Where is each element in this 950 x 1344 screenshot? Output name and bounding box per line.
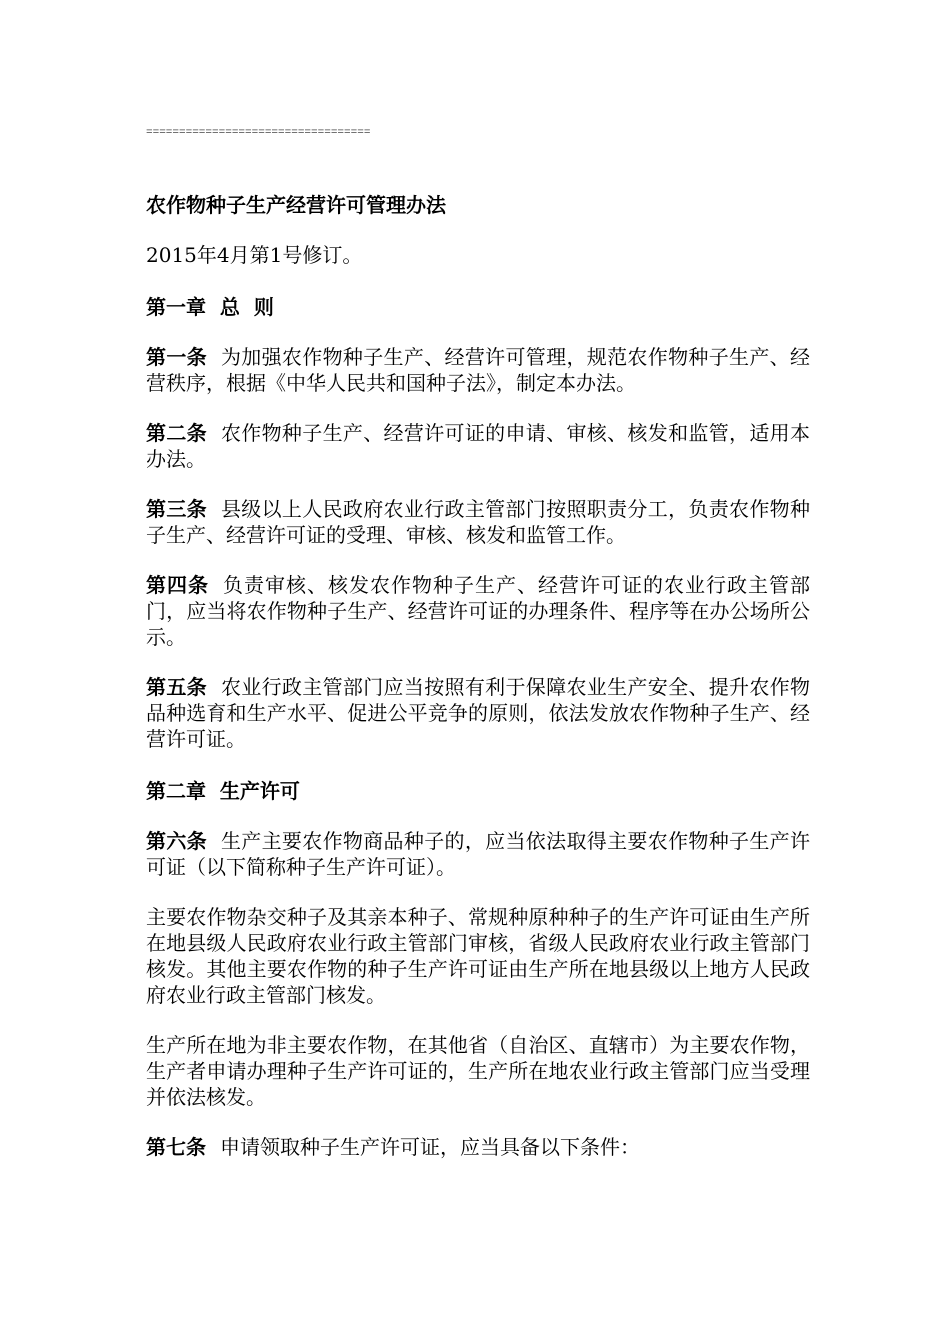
article-text: 负责审核、核发农作物种子生产、经营许可证的农业行政主管部门，应当将农作物种子生产、经营许可证的办理条件、程序等在办公场所公示。 xyxy=(146,573,810,649)
article-number: 第五条 xyxy=(146,675,207,699)
article-number: 第三条 xyxy=(146,497,207,521)
article-text: 申请领取种子生产许可证，应当具备以下条件： xyxy=(220,1135,640,1159)
chapter-heading: 第二章 生产许可 xyxy=(146,779,300,803)
revision-note: 2015年4月第1号修订。 xyxy=(146,243,363,267)
article-number: 第四条 xyxy=(146,573,209,597)
article-3 xyxy=(146,496,810,548)
article-number: 第一条 xyxy=(146,345,207,369)
article-number: 第七条 xyxy=(146,1135,206,1159)
document-title: 农作物种子生产经营许可管理办法 xyxy=(146,193,446,217)
chapter-heading: 第一章 总 则 xyxy=(146,295,274,319)
article-number: 第二条 xyxy=(146,421,207,445)
header-rule: ================================== xyxy=(146,127,371,139)
article-5 xyxy=(146,674,810,752)
article-text: 县级以上人民政府农业行政主管部门按照职责分工，负责农作物种子生产、经营许可证的受理、审核、核发和监管工作。 xyxy=(146,497,811,547)
article-7 xyxy=(146,1134,810,1160)
paragraph-text: 主要农作物杂交种子及其亲本种子、常规种原种种子的生产许可证由生产所在地县级人民政府农业行政主管部门审核，省级人民政府农业行政主管部门核发。其他主要农作物的种子生产许可证由生产所在地县级以上地方人民政府农业行政主管部门核发。 xyxy=(146,905,810,1007)
article-text: 农业行政主管部门应当按照有利于保障农业生产安全、提升农作物品种选育和生产水平、促进公平竞争的原则，依法发放农作物种子生产、经营许可证。 xyxy=(146,675,811,751)
article-1 xyxy=(146,344,810,396)
article-text: 生产主要农作物商品种子的，应当依法取得主要农作物种子生产许可证（以下简称种子生产许可证）。 xyxy=(146,829,811,879)
article-text: 为加强农作物种子生产、经营许可管理，规范农作物种子生产、经营秩序，根据《中华人民共和国种子法》，制定本办法。 xyxy=(146,345,811,395)
article-6 xyxy=(146,828,810,880)
paragraph xyxy=(146,904,810,1008)
article-4 xyxy=(146,572,810,650)
document-page xyxy=(146,124,810,1160)
article-text: 农作物种子生产、经营许可证的申请、审核、核发和监管，适用本办法。 xyxy=(146,421,811,471)
article-2 xyxy=(146,420,810,472)
paragraph xyxy=(146,1032,810,1110)
article-number: 第六条 xyxy=(146,829,207,853)
paragraph-text: 生产所在地为非主要农作物，在其他省（自治区、直辖市）为主要农作物，生产者申请办理种子生产许可证的，生产所在地农业行政主管部门应当受理并依法核发。 xyxy=(146,1033,810,1109)
